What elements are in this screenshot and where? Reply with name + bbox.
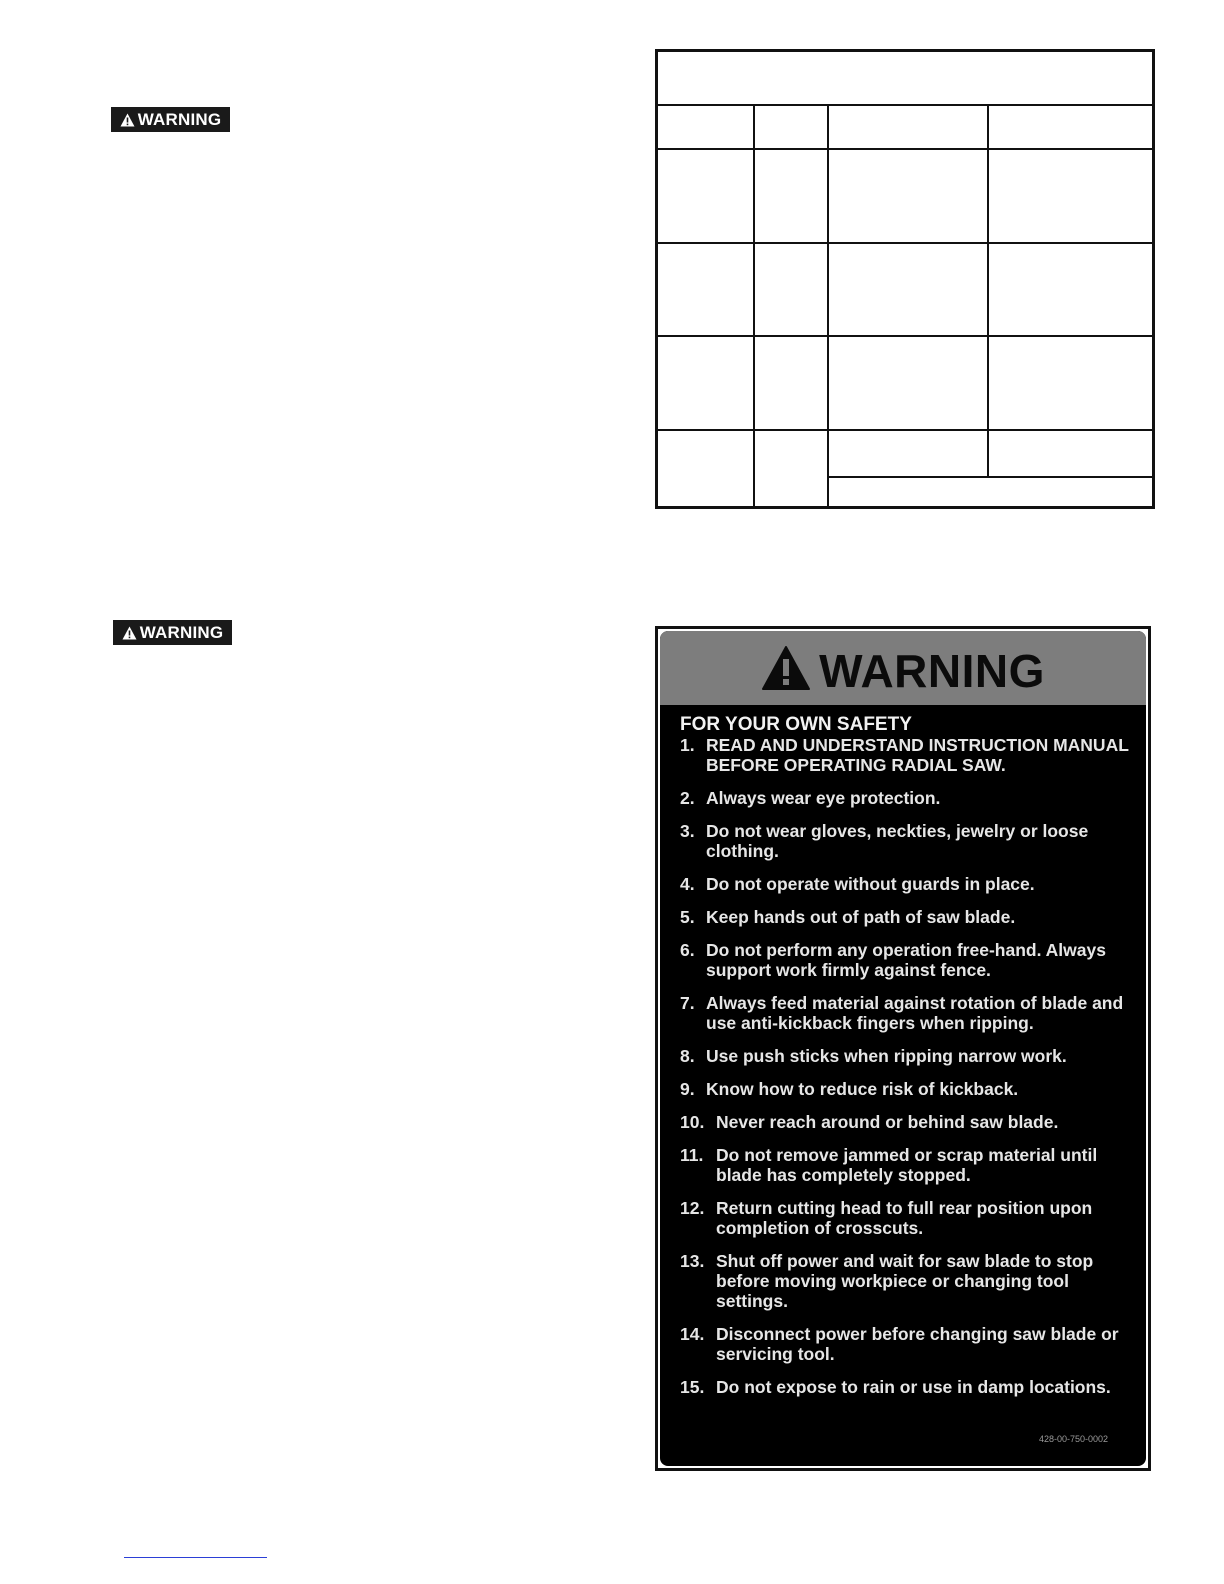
safety-rule-item — [680, 1324, 1138, 1364]
safety-rule-text: Do not remove jammed or scrap material until blade has completely stopped. — [716, 1145, 1098, 1185]
warning-badge-2-label: WARNING — [139, 622, 224, 642]
warning-badge-2 — [113, 620, 232, 645]
safety-label-title: WARNING — [819, 645, 1045, 697]
safety-rule-text: Always wear eye protection. — [706, 788, 941, 808]
table-rule — [658, 429, 1152, 431]
safety-rule-text: Always feed material against rotation of blade and use anti-kickback fingers when ripping. — [706, 993, 1124, 1033]
table-rule — [753, 104, 755, 506]
table-rule — [829, 476, 1152, 478]
safety-rule-number: 5. — [680, 907, 695, 927]
safety-rule-text: Do not expose to rain or use in damp locations. — [716, 1377, 1111, 1397]
table-rule — [658, 104, 1152, 106]
safety-rule-item — [680, 735, 1138, 775]
safety-label-header — [660, 631, 1146, 705]
safety-rule-item — [680, 940, 1138, 980]
warning-badge-1 — [111, 107, 230, 132]
warning-triangle-icon — [120, 113, 135, 127]
safety-rule-text: Shut off power and wait for saw blade to stop before moving workpiece or changing tool settings. — [716, 1251, 1094, 1311]
safety-rule-text: Never reach around or behind saw blade. — [716, 1112, 1059, 1132]
table-rule — [987, 104, 989, 477]
safety-rule-number: 3. — [680, 821, 695, 841]
table-rule — [658, 335, 1152, 337]
safety-rule-number: 6. — [680, 940, 695, 960]
safety-rule-number: 12. — [680, 1198, 705, 1218]
safety-rule-item — [680, 1377, 1138, 1397]
safety-rule-item — [680, 993, 1138, 1033]
warning-badge-1-label: WARNING — [137, 109, 222, 129]
safety-rule-number: 9. — [680, 1079, 695, 1099]
safety-rule-item — [680, 1046, 1138, 1066]
table-rule — [658, 242, 1152, 244]
safety-rule-text: Use push sticks when ripping narrow work. — [706, 1046, 1067, 1066]
safety-rule-number: 11. — [680, 1145, 704, 1165]
warning-triangle-icon — [761, 645, 811, 691]
safety-rule-item — [680, 874, 1138, 894]
specification-table — [655, 49, 1155, 509]
table-rule — [658, 148, 1152, 150]
safety-rule-number: 14. — [680, 1324, 705, 1344]
safety-label-subtitle: FOR YOUR OWN SAFETY — [680, 714, 912, 735]
safety-label — [655, 626, 1151, 1471]
safety-rule-list — [680, 735, 1138, 1397]
safety-rule-text: Disconnect power before changing saw blade or servicing tool. — [716, 1324, 1119, 1364]
safety-label-body — [680, 715, 1138, 1410]
safety-rule-text: Know how to reduce risk of kickback. — [706, 1079, 1019, 1099]
safety-rule-text: Return cutting head to full rear position upon completion of crosscuts. — [716, 1198, 1093, 1238]
label-part-code: 428-00-750-0002 — [1038, 1434, 1108, 1444]
table-rule — [827, 104, 829, 506]
safety-rule-number: 13. — [680, 1251, 705, 1271]
safety-rule-text: Do not perform any operation free-hand. Always support work firmly against fence. — [706, 940, 1106, 980]
safety-rule-item — [680, 1112, 1138, 1132]
warning-triangle-icon — [122, 626, 137, 640]
safety-rule-text: Do not wear gloves, neckties, jewelry or loose clothing. — [706, 821, 1089, 861]
footer-link-rule — [124, 1557, 267, 1558]
safety-rule-number: 2. — [680, 788, 695, 808]
safety-rule-item — [680, 1079, 1138, 1099]
safety-rule-number: 4. — [680, 874, 695, 894]
safety-rule-item — [680, 821, 1138, 861]
safety-rule-item — [680, 1145, 1138, 1185]
safety-rule-number: 1. — [680, 735, 695, 755]
safety-rule-text: READ AND UNDERSTAND INSTRUCTION MANUAL BEFORE OPERATING RADIAL SAW. — [706, 735, 1129, 775]
safety-rule-text: Keep hands out of path of saw blade. — [706, 907, 1016, 927]
safety-rule-item — [680, 1198, 1138, 1238]
safety-rule-item — [680, 788, 1138, 808]
safety-label-panel — [660, 631, 1146, 1466]
safety-rule-number: 7. — [680, 993, 695, 1013]
safety-rule-text: Do not operate without guards in place. — [706, 874, 1035, 894]
safety-rule-number: 8. — [680, 1046, 695, 1066]
safety-rule-number: 15. — [680, 1377, 705, 1397]
safety-rule-item — [680, 907, 1138, 927]
safety-rule-item — [680, 1251, 1138, 1311]
safety-rule-number: 10. — [680, 1112, 705, 1132]
